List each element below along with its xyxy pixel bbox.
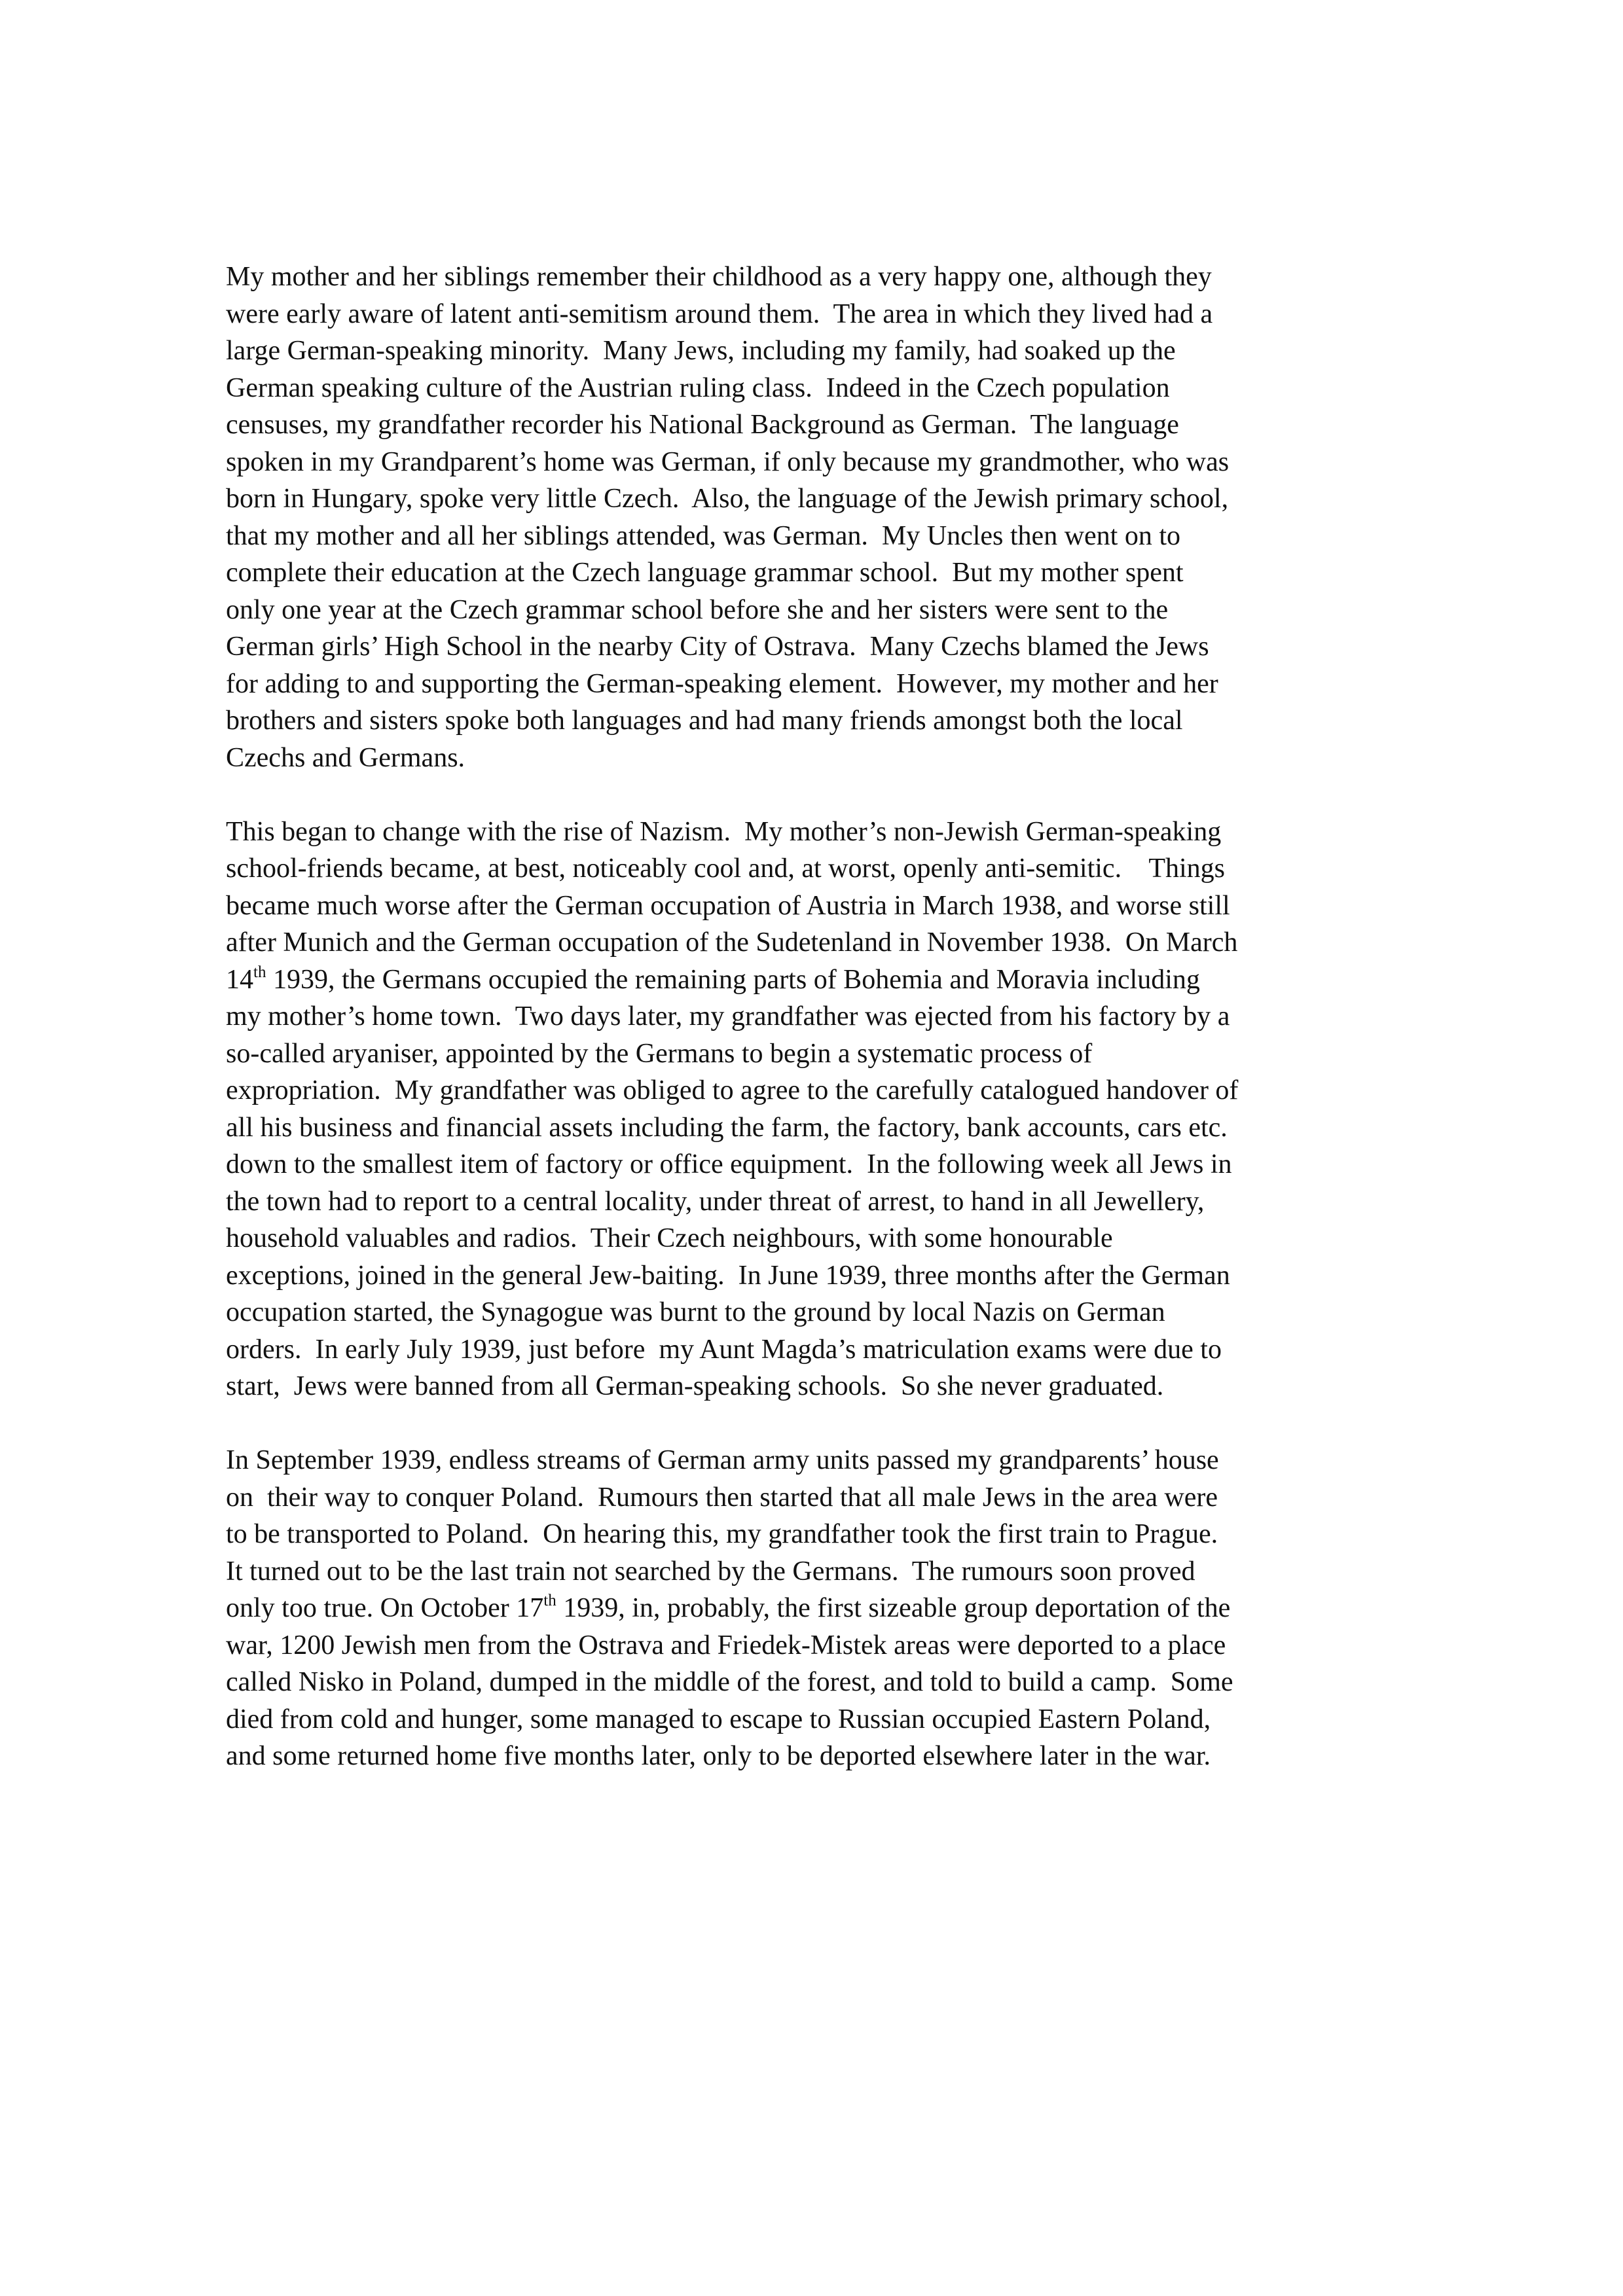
text-line: spoken in my Grandparent’s home was German, if only because my grandmother, who was [226,446,1230,477]
paragraph-gap [226,776,1404,814]
paragraph-1 [226,259,1404,776]
text-line [226,961,1404,999]
ordinal-superscript: th [253,963,266,981]
text-line: expropriation. My grandfather was obliged to agree to the carefully catalogued handover of [226,1075,1239,1105]
text-line: My mother and her siblings remember their childhood as a very happy one, although they [226,262,1212,292]
body-text [226,259,1404,1775]
text-line: German speaking culture of the Austrian ruling class. Indeed in the Czech population [226,372,1170,403]
line-text-before-superscript: only too true. On October 17 [226,1593,544,1623]
text-line: were early aware of latent anti-semitism around them. The area in which they lived had a [226,298,1213,329]
text-line: my mother’s home town. Two days later, my grandfather was ejected from his factory by a [226,1001,1230,1031]
text-line: all his business and financial assets including the farm, the factory, bank accounts, cars etc. [226,1112,1228,1143]
text-line: called Nisko in Poland, dumped in the middle of the forest, and told to build a camp. Some [226,1667,1233,1697]
ordinal-superscript: th [543,1592,556,1609]
paragraph-3 [226,1442,1404,1775]
text-line: This began to change with the rise of Nazism. My mother’s non-Jewish German-speaking [226,816,1222,847]
text-line: brothers and sisters spoke both languages and had many friends amongst both the local [226,706,1183,736]
text-line: after Munich and the German occupation of the Sudetenland in November 1938. On March [226,927,1238,958]
text-line: so-called aryaniser, appointed by the Germans to begin a systematic process of [226,1038,1093,1069]
text-line: and some returned home five months later, only to be deported elsewhere later in the war. [226,1741,1211,1771]
text-line: censuses, my grandfather recorder his National Background as German. The language [226,410,1179,440]
text-line: became much worse after the German occupation of Austria in March 1938, and worse still [226,890,1230,921]
text-line: on their way to conquer Poland. Rumours then started that all male Jews in the area were [226,1482,1218,1513]
text-line: born in Hungary, spoke very little Czech. Also, the language of the Jewish primary school, [226,484,1229,514]
text-line [226,1590,1404,1627]
text-line: occupation started, the Synagogue was burnt to the ground by local Nazis on German [226,1297,1165,1327]
line-text-before-superscript: 14 [226,964,253,995]
paragraph-gap [226,1405,1404,1443]
text-line: war, 1200 Jewish men from the Ostrava and Friedek-Mistek areas were deported to a place [226,1630,1226,1660]
text-line: household valuables and radios. Their Czech neighbours, with some honourable [226,1223,1113,1253]
text-line: down to the smallest item of factory or office equipment. In the following week all Jews in [226,1149,1232,1179]
text-line: large German-speaking minority. Many Jews, including my family, had soaked up the [226,336,1176,366]
text-line: school-friends became, at best, noticeably cool and, at worst, openly anti-semitic. Things [226,853,1225,884]
text-line: German girls’ High School in the nearby City of Ostrava. Many Czechs blamed the Jews [226,632,1209,662]
text-line: to be transported to Poland. On hearing this, my grandfather took the first train to Prague. [226,1519,1218,1549]
text-line: orders. In early July 1939, just before my Aunt Magda’s matriculation exams were due to [226,1334,1222,1365]
text-line: died from cold and hunger, some managed to escape to Russian occupied Eastern Poland, [226,1704,1211,1734]
paragraph-2 [226,814,1404,1405]
line-text-after-superscript: 1939, the Germans occupied the remaining parts of Bohemia and Moravia including [266,964,1200,995]
text-line: It turned out to be the last train not searched by the Germans. The rumours soon proved [226,1556,1195,1587]
text-line: complete their education at the Czech language grammar school. But my mother spent [226,558,1184,588]
text-line: only one year at the Czech grammar school before she and her sisters were sent to the [226,594,1169,625]
text-line: that my mother and all her siblings attended, was German. My Uncles then went on to [226,520,1181,551]
text-line: the town had to report to a central locality, under threat of arrest, to hand in all Jewellery, [226,1186,1205,1217]
text-line: In September 1939, endless streams of German army units passed my grandparents’ house [226,1445,1219,1475]
text-line: for adding to and supporting the German-speaking element. However, my mother and her [226,668,1218,699]
text-line: exceptions, joined in the general Jew-baiting. In June 1939, three months after the German [226,1260,1230,1291]
text-line: Czechs and Germans. [226,742,465,773]
text-line: start, Jews were banned from all German-speaking schools. So she never graduated. [226,1371,1164,1401]
line-text-after-superscript: 1939, in, probably, the first sizeable group deportation of the [556,1593,1231,1623]
